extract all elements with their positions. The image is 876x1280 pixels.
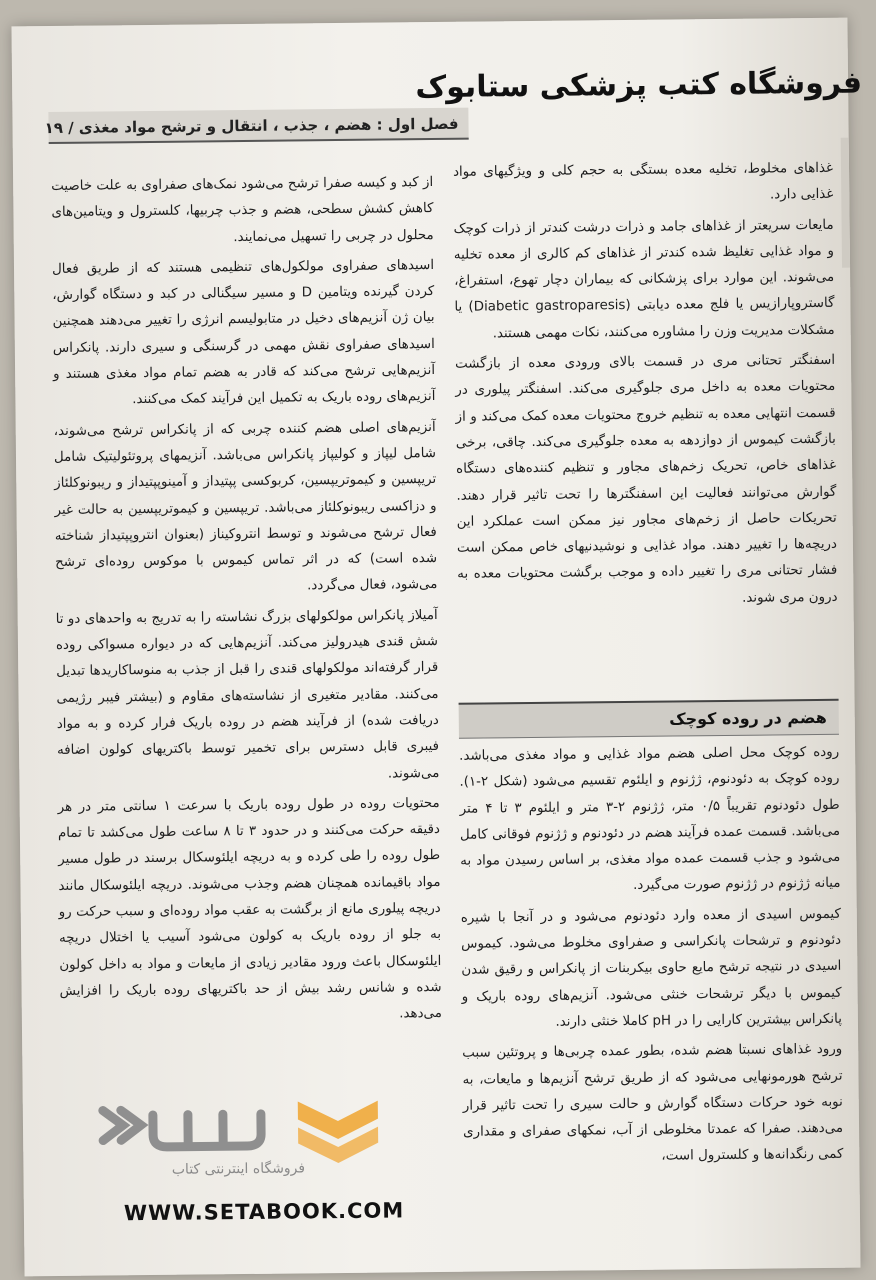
right-column xyxy=(453,156,838,619)
section-body xyxy=(459,740,844,1177)
page-edge-tab xyxy=(841,138,850,268)
paragraph: غذاهای مخلوط، تخلیه معده بستگی به حجم کلی و ویژگیهای مواد غذایی دارد. xyxy=(452,160,834,203)
store-banner: فروشگاه کتب پزشکی ستابوک xyxy=(415,65,863,106)
watermark-book-badge-icon xyxy=(293,1091,384,1168)
watermark-logo-icon xyxy=(93,1084,274,1166)
paragraph: آمیلاز پانکراس مولکولهای بزرگ نشاسته را به تدریج به واحدهای دو تا شش قندی هیدرولیز می‌کند. آنزیم‌هایی که در دیواره مسواکی روده قرار گرفته‌اند مولکولهای قندی را قبل از جذب به منوساکاریدها تبدیل می‌کنند. مقادیر متغیری از نشاسته‌های مقاوم و (بیشتر فیبر رژیمی دریافت شده) از فرآیند هضم در روده باریک فرار کرده و به مواد فیبری قابل دسترس برای تخمیر توسط باکتریهای کولون اضافه می‌شوند. xyxy=(55,607,440,782)
paragraph: مایعات سریعتر از غذاهای جامد و ذرات درشت کندتر از ذرات کوچک و مواد غذایی تغلیظ شده کندتر از غذاهای کم کالری از معده تخلیه می‌شوند. این موارد برای پزشکانی که بیماران دچار تهوع، استفراغ، گاستروپارازیس یا فلج معده دیابتی (Diabetic gastroparesis) یا مشکلات مدیریت وزن را مشاوره می‌کنند، نکات مهمی هستند. xyxy=(453,217,835,342)
book-page xyxy=(11,18,863,1277)
section-heading: هضم در روده کوچک xyxy=(459,699,839,739)
watermark-tagline: فروشگاه اینترنتی کتاب xyxy=(171,1160,306,1178)
paragraph: محتویات روده در طول روده باریک با سرعت ۱ سانتی متر در هر دقیقه حرکت می‌کنند و در حدود ۳ تا ۸ ساعت طول می‌کشد تا تمام طول روده را طی کرده و به دریچه ایلئوسکال برسند در طول مسیر مواد باقیمانده همچنان هضم وجذب می‌شوند. دریچه ایلئوسکال مانند دریچه پیلوری مانع از برگشت به عقب مواد روده‌ای و سبب حرکت رو به جلو از روده باریک به کولون می‌شود آسیب یا اختلال دریچه ایلئوسکال باعث ورود مقادیر زیادی از مایعات و مواد به داخل کولون شده و شانس رشد بیش از حد باکتریهای روده باریک را افزایش می‌دهد. xyxy=(57,795,442,1022)
paragraph: آنزیم‌های اصلی هضم کننده چربی که از پانکراس ترشح می‌شوند، شامل لیپاز و کولیپاز پانکراس می‌باشد. آنزیمهای پروتئولیتیک شامل تریپسین و کیموتریپسین، کربوکسی پپتیداز و آمینوپپتیداز و ریبونوکلئاز و دزاکسی ریبونوکلئاز می‌باشد. تریپسین و کیموتریپسین به حالت غیر فعال ترشح می‌شوند و توسط انتروکیناز (بعنوان انتروپپتیداز شناخته شده است) که در اثر تماس کیموس با موکوس روده‌ای ترشح می‌شود، فعال می‌گردد. xyxy=(53,419,438,594)
running-header: فصل اول : هضم ، جذب ، انتقال و ترشح مواد مغذی / ۱۹ xyxy=(48,108,468,144)
paragraph: اسفنگتر تحتانی مری در قسمت بالای ورودی معده از بازگشت محتویات معده به داخل مری جلوگیری می‌کند. اسفنگتر پیلوری در قسمت انتهایی معده به تنظیم خروج محتویات معده کمک می‌کند و از بازگشت کیموس از دوازدهه به معده جلوگیری می‌کند. چاقی، برخی غذاهای خاص، تحریک زخم‌های مجاور و تنظیم کننده‌های دستگاه گوارش می‌توانند فعالیت این اسفنگترها را تحت تاثیر قرار دهند. تحریکات حاصل از زخم‌های مجاور نیز ممکن است عملکرد این دریچه‌ها را تغییر دهند. مواد غذایی و نوشیدنیهای خاص ممکن است فشار تحتانی مری را تغییر داده و موجب برگشت محتویات معده به درون مری شوند. xyxy=(454,352,838,606)
paragraph: روده کوچک محل اصلی هضم مواد غذایی و مواد مغذی می‌باشد. روده کوچک به دئودنوم، ژژنوم و ایلئوم تقسیم می‌شود (شکل ۲-۱). طول دئودنوم تقریباً ۰/۵ متر، ژژنوم ۲-۳ متر و ایلئوم ۳ تا ۴ متر می‌باشد. قسمت عمده فرآیند هضم در دئودنوم و ژژنوم فوقانی کامل می‌شود و جذب قسمت عمده مواد مغذی، بر اساس رسیدن مواد به میانه ژژنوم در ژژنوم صورت می‌گیرد. xyxy=(459,744,841,894)
setabook-watermark xyxy=(83,1082,465,1246)
paragraph: کیموس اسیدی از معده وارد دئودنوم می‌شود و در آنجا با شیره دئودنوم و ترشحات پانکراسی و صفراوی مخلوط می‌شود. کیموس اسیدی در نتیجه ترشح مایع حاوی بیکربنات از پانکراس و رقیق شدن کیموس با دیگر ترشحات خنثی می‌شود. آنزیم‌های روده باریک و پانکراس بیشترین کارایی را در pH کاملا خنثی دارند. xyxy=(460,906,842,1030)
watermark-url: WWW.SETABOOK.COM xyxy=(123,1198,405,1226)
paragraph: ورود غذاهای نسبتا هضم شده، بطور عمده چربی‌ها و پروتئین سبب ترشح هورمونهایی می‌شود که از طریق ترشح آنزیم‌ها و مایعات، به نوبه خود حرکات دستگاه گوارش و حالت سیری را تحت تاثیر قرار می‌دهند. صفرا که عمدتا مخلوطی از آب، نمکهای صفرای و مقداری کمی رنگدانه‌ها و کلسترول است، xyxy=(462,1042,844,1165)
paragraph: اسیدهای صفراوی مولکول‌های تنظیمی هستند که از طریق فعال کردن گیرنده ویتامین D و مسیر سیگنالی در کبد و دستگاه گوارش، بیان ژن آنزیم‌های دخیل در متابولیسم انرژی را تغییر می‌دهند همچنین اسیدهای صفراوی نقش مهمی در گرسنگی و سیری دارند. پانکراس آنزیم‌هایی ترشح می‌کند که قادر به هضم تمام مواد مغذی هستند و آنزیم‌های روده باریک به تکمیل این فرآیند کمک می‌کنند. xyxy=(51,257,436,408)
left-column xyxy=(51,170,442,1035)
paragraph: از کبد و کیسه صفرا ترشح می‌شود نمک‌های صفراوی به علت خاصیت کاهش کشش سطحی، هضم و جذب چربیها، کلسترول و ویتامین‌های محلول در چربی را تسهیل می‌نمایند. xyxy=(51,175,434,245)
